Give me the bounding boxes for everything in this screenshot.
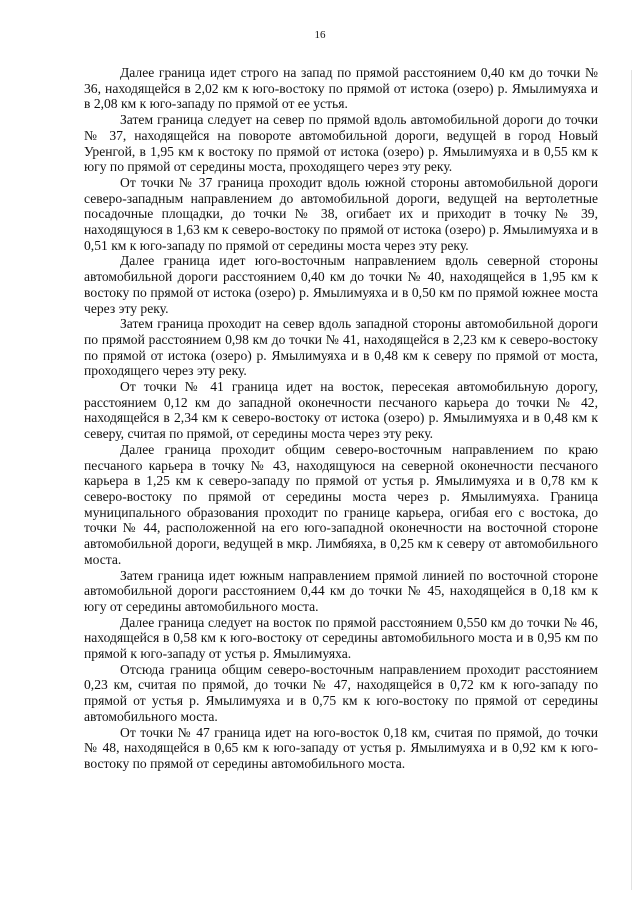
paragraph: Далее граница следует на восток по прямой расстоянием 0,550 км до точки № 46, находящейся в 0,58 км к юго-востоку от середины автомобильного моста и в 0,95 км по прямой к юго-западу от устья р. Ямылимуяха. — [84, 614, 598, 662]
paragraph: От точки № 41 граница идет на восток, пересекая автомобильную дорогу, расстоянием 0,12 км до западной оконечности песчаного карьера до точки № 42, находящейся в 2,34 км к северо-востоку от истока (озеро) р. Ямылимуяха и в 0,48 км к северу, считая по прямой, от середины моста через эту реку. — [84, 379, 598, 442]
document-body — [84, 65, 598, 772]
scan-edge-line — [631, 70, 632, 890]
paragraph: Затем граница проходит на север вдоль западной стороны автомобильной дороги по прямой расстоянием 0,98 км до точки № 41, находящейся в 2,23 км к северо-востоку по прямой от истока (озеро) р. Ямылимуяха и в 0,48 км к северу по прямой от моста, проходящего через эту реку. — [84, 316, 598, 379]
paragraph: Затем граница идет южным направлением прямой линией по восточной стороне автомобильной дороги расстоянием 0,44 км до точки № 45, находящейся в 0,18 км к югу от середины автомобильного моста. — [84, 567, 598, 614]
paragraph: Затем граница следует на север по прямой вдоль автомобильной дороги до точки № 37, находящейся на повороте автомобильной дороги, ведущей в город Новый Уренгой, в 1,95 км к востоку по прямой от истока (озеро) р. Ямылимуяха и в 0,55 км к югу по прямой от середины моста, проходящего через эту реку. — [84, 112, 598, 175]
paragraph: Далее граница идет строго на запад по прямой расстоянием 0,40 км до точки № 36, находящейся в 2,02 км к юго-востоку по прямой от истока (озеро) р. Ямылимуяха и в 2,08 км к юго-западу по прямой от ее устья. — [84, 65, 598, 112]
page-number: 16 — [314, 29, 326, 41]
paragraph: От точки № 47 граница идет на юго-восток 0,18 км, считая по прямой, до точки № 48, находящейся в 0,65 км к юго-западу от устья р. Ямылимуяха и в 0,92 км к юго-востоку по прямой от середины автомобильного моста. — [84, 724, 598, 771]
paragraph: Далее граница проходит общим северо-восточным направлением по краю песчаного карьера в точку № 43, находящуюся на северной оконечности песчаного карьера в 1,25 км к северо-западу по прямой от устья р. Ямылимуяха и в 0,78 км к северо-востоку по прямой от середины моста через р. Ямылимуяха. Граница муниципального образования проходит по границе карьера, огибая его с востока, до точки № 44, расположенной на его юго-западной оконечности на восточной стороне автомобильной дороги, ведущей в мкр. Лимбяяха, в 0,25 км к северу от автомобильного моста. — [84, 441, 598, 567]
paragraph: Далее граница идет юго-восточным направлением вдоль северной стороны автомобильной дороги расстоянием 0,40 км до точки № 40, находящейся в 1,95 км к востоку по прямой от истока (озеро) р. Ямылимуяха и в 0,50 км по прямой южнее моста через эту реку. — [84, 253, 598, 316]
paragraph: Отсюда граница общим северо-восточным направлением проходит расстоянием 0,23 км, считая по прямой, до точки № 47, находящейся в 0,72 км к юго-западу по прямой от устья р. Ямылимуяха и в 0,75 км к юго-востоку по прямой от середины автомобильного моста. — [84, 661, 598, 724]
paragraph: От точки № 37 граница проходит вдоль южной стороны автомобильной дороги северо-западным направлением до автомобильной дороги, ведущей на вертолетные посадочные площадки, до точки № 38, огибает их и приходит в точку № 39, находящуюся в 1,63 км к северо-востоку по прямой от истока (озеро) р. Ямылимуяха и в 0,51 км к юго-западу по прямой от середины моста через эту реку. — [84, 174, 598, 253]
